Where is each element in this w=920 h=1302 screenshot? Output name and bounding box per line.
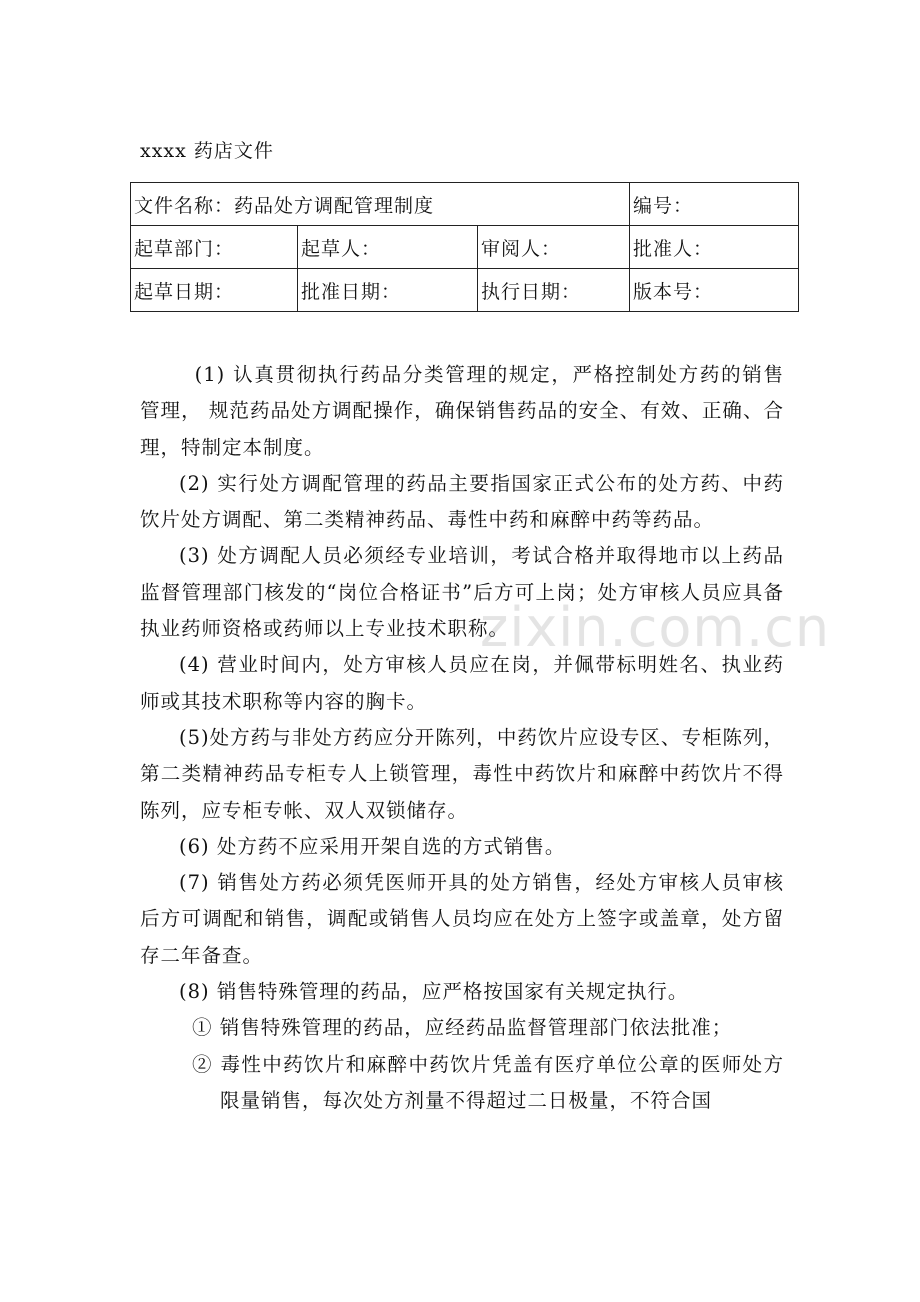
paragraph: (8) 销售特殊管理的药品，应严格按国家有关规定执行。 [179,980,689,1004]
approval-date-cell: 批准日期： [298,269,478,312]
table-row [131,269,799,312]
drafter-cell: 起草人： [298,226,478,269]
document-name-cell: 文件名称：药品处方调配管理制度 [131,183,630,226]
paragraph: (5)处方药与非处方药应分开陈列，中药饮片应设专区、专柜陈列，第二类精神药品专柜专人上锁管理，毒性中药饮片和麻醉中药饮片不得陈列，应专柜专帐、双人双锁储存。 [140,725,784,822]
paragraph: (6) 处方药不应采用开架自选的方式销售。 [179,834,566,858]
version-number-cell: 版本号： [630,269,799,312]
paragraph: (7) 销售处方药必须凭医师开具的处方销售，经处方审核人员审核后方可调配和销售，调配或销售人员均应在处方上签字或盖章，处方留存二年备查。 [140,871,784,967]
sub-item: ① 销售特殊管理的药品，应经药品监督管理部门依法批准； [192,1016,733,1040]
sub-item: ② 毒性中药饮片和麻醉中药饮片凭盖有医疗单位公章的医师处方限量销售，每次处方剂量不得超过二日极量，不符合国 [192,1052,784,1112]
approver-cell: 批准人： [630,226,799,269]
paragraph: (2) 实行处方调配管理的药品主要指国家正式公布的处方药、中药饮片处方调配、第二类精神药品、毒性中药和麻醉中药等药品。 [140,471,784,532]
document-header: xxxx 药店文件 [140,140,274,162]
watermark: zixin.com.cn [480,596,831,659]
document-number-cell: 编号： [630,183,799,226]
paragraph: (4) 营业时间内，处方审核人员应在岗，并佩带标明姓名、执业药师或其技术职称等内容的胸卡。 [140,653,784,713]
drafting-department-cell: 起草部门： [131,226,298,269]
document-info-table [130,182,799,312]
table-row [131,183,799,226]
execution-date-cell: 执行日期： [478,269,630,312]
paragraph: (1) 认真贯彻执行药品分类管理的规定，严格控制处方药的销售管理， 规范药品处方调配操作，确保销售药品的安全、有效、正确、合理，特制定本制度。 [140,363,784,459]
table-row [131,226,799,269]
drafting-date-cell: 起草日期： [131,269,298,312]
paragraph: (3) 处方调配人员必须经专业培训，考试合格并取得地市以上药品监督管理部门核发的“岗位合格证书”后方可上岗；处方审核人员应具备执业药师资格或药师以上专业技术职称。 [140,544,784,641]
regulation-body [140,357,784,1119]
reviewer-cell: 审阅人： [478,226,630,269]
